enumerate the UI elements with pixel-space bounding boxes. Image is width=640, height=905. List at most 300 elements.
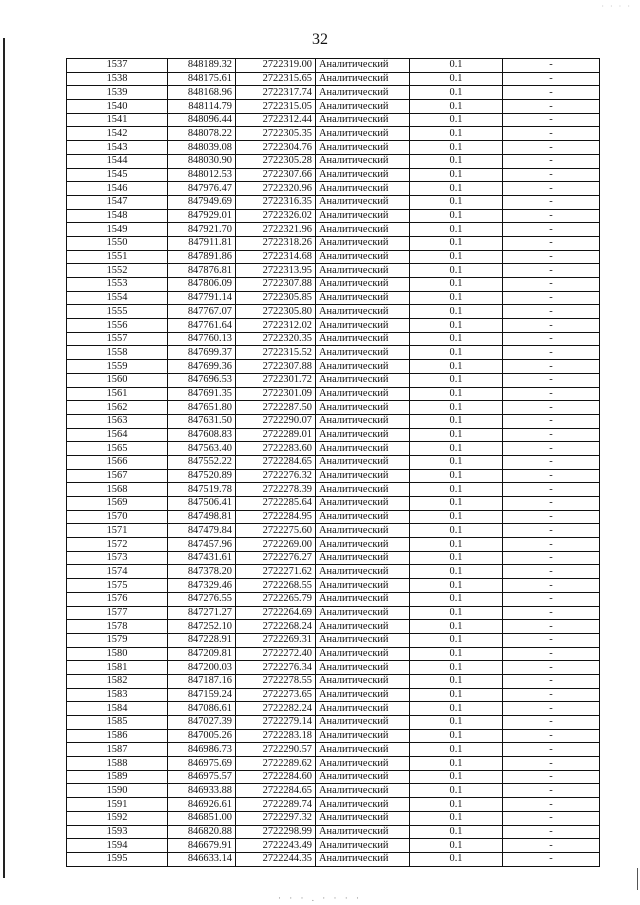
point-number-cell: 1537 (67, 59, 168, 73)
x-coordinate-cell: 847200.03 (168, 661, 236, 675)
table-row (67, 606, 600, 620)
table-row (67, 469, 600, 483)
table-row (67, 141, 600, 155)
y-coordinate-cell: 2722318.26 (236, 236, 316, 250)
x-coordinate-cell: 847005.26 (168, 729, 236, 743)
method-cell: Аналитический (316, 373, 410, 387)
table-row (67, 168, 600, 182)
accuracy-cell: 0.1 (410, 483, 503, 497)
table-row (67, 387, 600, 401)
x-coordinate-cell: 847479.84 (168, 524, 236, 538)
method-cell: Аналитический (316, 497, 410, 511)
table-row (67, 209, 600, 223)
method-cell: Аналитический (316, 182, 410, 196)
method-cell: Аналитический (316, 72, 410, 86)
point-number-cell: 1576 (67, 592, 168, 606)
scan-noise-footer: · · · . · · · · (278, 893, 362, 903)
method-cell: Аналитический (316, 538, 410, 552)
note-cell: - (503, 236, 600, 250)
y-coordinate-cell: 2722271.62 (236, 565, 316, 579)
table-row (67, 401, 600, 415)
method-cell: Аналитический (316, 401, 410, 415)
point-number-cell: 1557 (67, 332, 168, 346)
x-coordinate-cell: 847699.36 (168, 360, 236, 374)
table-row (67, 702, 600, 716)
method-cell: Аналитический (316, 770, 410, 784)
method-cell: Аналитический (316, 360, 410, 374)
method-cell: Аналитический (316, 469, 410, 483)
accuracy-cell: 0.1 (410, 592, 503, 606)
point-number-cell: 1546 (67, 182, 168, 196)
point-number-cell: 1563 (67, 414, 168, 428)
point-number-cell: 1577 (67, 606, 168, 620)
point-number-cell: 1582 (67, 674, 168, 688)
note-cell: - (503, 743, 600, 757)
y-coordinate-cell: 2722289.01 (236, 428, 316, 442)
y-coordinate-cell: 2722272.40 (236, 647, 316, 661)
method-cell: Аналитический (316, 278, 410, 292)
x-coordinate-cell: 847431.61 (168, 551, 236, 565)
method-cell: Аналитический (316, 524, 410, 538)
method-cell: Аналитический (316, 743, 410, 757)
accuracy-cell: 0.1 (410, 716, 503, 730)
point-number-cell: 1583 (67, 688, 168, 702)
accuracy-cell: 0.1 (410, 209, 503, 223)
note-cell: - (503, 168, 600, 182)
table-row (67, 647, 600, 661)
method-cell: Аналитический (316, 606, 410, 620)
y-coordinate-cell: 2722244.35 (236, 852, 316, 866)
accuracy-cell: 0.1 (410, 825, 503, 839)
accuracy-cell: 0.1 (410, 510, 503, 524)
point-number-cell: 1593 (67, 825, 168, 839)
accuracy-cell: 0.1 (410, 565, 503, 579)
y-coordinate-cell: 2722321.96 (236, 223, 316, 237)
accuracy-cell: 0.1 (410, 428, 503, 442)
point-number-cell: 1560 (67, 373, 168, 387)
y-coordinate-cell: 2722307.88 (236, 360, 316, 374)
accuracy-cell: 0.1 (410, 455, 503, 469)
y-coordinate-cell: 2722269.31 (236, 633, 316, 647)
accuracy-cell: 0.1 (410, 852, 503, 866)
method-cell: Аналитический (316, 551, 410, 565)
y-coordinate-cell: 2722284.65 (236, 455, 316, 469)
point-number-cell: 1578 (67, 620, 168, 634)
note-cell: - (503, 182, 600, 196)
accuracy-cell: 0.1 (410, 414, 503, 428)
x-coordinate-cell: 847159.24 (168, 688, 236, 702)
method-cell: Аналитический (316, 250, 410, 264)
x-coordinate-cell: 847086.61 (168, 702, 236, 716)
point-number-cell: 1573 (67, 551, 168, 565)
method-cell: Аналитический (316, 414, 410, 428)
y-coordinate-cell: 2722268.24 (236, 620, 316, 634)
note-cell: - (503, 483, 600, 497)
table-row (67, 620, 600, 634)
method-cell: Аналитический (316, 688, 410, 702)
x-coordinate-cell: 848189.32 (168, 59, 236, 73)
table-row (67, 100, 600, 114)
note-cell: - (503, 606, 600, 620)
accuracy-cell: 0.1 (410, 674, 503, 688)
method-cell: Аналитический (316, 236, 410, 250)
note-cell: - (503, 469, 600, 483)
y-coordinate-cell: 2722297.32 (236, 811, 316, 825)
table-row (67, 195, 600, 209)
table-row (67, 223, 600, 237)
x-coordinate-cell: 848096.44 (168, 113, 236, 127)
table-row (67, 346, 600, 360)
table-row (67, 592, 600, 606)
method-cell: Аналитический (316, 757, 410, 771)
note-cell: - (503, 497, 600, 511)
method-cell: Аналитический (316, 168, 410, 182)
x-coordinate-cell: 847791.14 (168, 291, 236, 305)
accuracy-cell: 0.1 (410, 100, 503, 114)
table-row (67, 825, 600, 839)
accuracy-cell: 0.1 (410, 757, 503, 771)
note-cell: - (503, 825, 600, 839)
table-row (67, 551, 600, 565)
x-coordinate-cell: 847498.81 (168, 510, 236, 524)
accuracy-cell: 0.1 (410, 551, 503, 565)
note-cell: - (503, 455, 600, 469)
x-coordinate-cell: 846975.57 (168, 770, 236, 784)
accuracy-cell: 0.1 (410, 647, 503, 661)
x-coordinate-cell: 847329.46 (168, 579, 236, 593)
table-row (67, 182, 600, 196)
y-coordinate-cell: 2722305.80 (236, 305, 316, 319)
y-coordinate-cell: 2722301.09 (236, 387, 316, 401)
method-cell: Аналитический (316, 209, 410, 223)
x-coordinate-cell: 847552.22 (168, 455, 236, 469)
note-cell: - (503, 264, 600, 278)
x-coordinate-cell: 847696.53 (168, 373, 236, 387)
note-cell: - (503, 702, 600, 716)
point-number-cell: 1538 (67, 72, 168, 86)
point-number-cell: 1545 (67, 168, 168, 182)
note-cell: - (503, 592, 600, 606)
accuracy-cell: 0.1 (410, 278, 503, 292)
y-coordinate-cell: 2722285.64 (236, 497, 316, 511)
y-coordinate-cell: 2722317.74 (236, 86, 316, 100)
x-coordinate-cell: 847806.09 (168, 278, 236, 292)
x-coordinate-cell: 847760.13 (168, 332, 236, 346)
accuracy-cell: 0.1 (410, 798, 503, 812)
note-cell: - (503, 414, 600, 428)
x-coordinate-cell: 847976.47 (168, 182, 236, 196)
scan-noise-top: · · · · (601, 2, 632, 11)
table-row (67, 674, 600, 688)
point-number-cell: 1591 (67, 798, 168, 812)
accuracy-cell: 0.1 (410, 497, 503, 511)
y-coordinate-cell: 2722316.35 (236, 195, 316, 209)
table-row (67, 633, 600, 647)
method-cell: Аналитический (316, 195, 410, 209)
table-row (67, 154, 600, 168)
note-cell: - (503, 565, 600, 579)
accuracy-cell: 0.1 (410, 387, 503, 401)
accuracy-cell: 0.1 (410, 606, 503, 620)
note-cell: - (503, 305, 600, 319)
x-coordinate-cell: 846975.69 (168, 757, 236, 771)
method-cell: Аналитический (316, 633, 410, 647)
table-row (67, 579, 600, 593)
note-cell: - (503, 154, 600, 168)
method-cell: Аналитический (316, 387, 410, 401)
y-coordinate-cell: 2722312.44 (236, 113, 316, 127)
note-cell: - (503, 278, 600, 292)
x-coordinate-cell: 847563.40 (168, 442, 236, 456)
note-cell: - (503, 510, 600, 524)
x-coordinate-cell: 848030.90 (168, 154, 236, 168)
table-row (67, 319, 600, 333)
note-cell: - (503, 757, 600, 771)
point-number-cell: 1575 (67, 579, 168, 593)
method-cell: Аналитический (316, 784, 410, 798)
x-coordinate-cell: 847891.86 (168, 250, 236, 264)
point-number-cell: 1551 (67, 250, 168, 264)
y-coordinate-cell: 2722326.02 (236, 209, 316, 223)
x-coordinate-cell: 847187.16 (168, 674, 236, 688)
note-cell: - (503, 428, 600, 442)
method-cell: Аналитический (316, 647, 410, 661)
point-number-cell: 1581 (67, 661, 168, 675)
method-cell: Аналитический (316, 264, 410, 278)
table-row (67, 565, 600, 579)
table-row (67, 757, 600, 771)
y-coordinate-cell: 2722305.28 (236, 154, 316, 168)
y-coordinate-cell: 2722276.32 (236, 469, 316, 483)
y-coordinate-cell: 2722275.60 (236, 524, 316, 538)
accuracy-cell: 0.1 (410, 811, 503, 825)
point-number-cell: 1572 (67, 538, 168, 552)
point-number-cell: 1595 (67, 852, 168, 866)
table-row (67, 127, 600, 141)
point-number-cell: 1567 (67, 469, 168, 483)
note-cell: - (503, 373, 600, 387)
table-row (67, 688, 600, 702)
scan-right-edge (637, 868, 638, 890)
note-cell: - (503, 852, 600, 866)
accuracy-cell: 0.1 (410, 236, 503, 250)
y-coordinate-cell: 2722283.60 (236, 442, 316, 456)
y-coordinate-cell: 2722290.57 (236, 743, 316, 757)
x-coordinate-cell: 846986.73 (168, 743, 236, 757)
x-coordinate-cell: 846926.61 (168, 798, 236, 812)
note-cell: - (503, 620, 600, 634)
note-cell: - (503, 86, 600, 100)
table-row (67, 305, 600, 319)
y-coordinate-cell: 2722284.95 (236, 510, 316, 524)
accuracy-cell: 0.1 (410, 195, 503, 209)
y-coordinate-cell: 2722313.95 (236, 264, 316, 278)
y-coordinate-cell: 2722282.24 (236, 702, 316, 716)
method-cell: Аналитический (316, 839, 410, 853)
method-cell: Аналитический (316, 811, 410, 825)
y-coordinate-cell: 2722273.65 (236, 688, 316, 702)
x-coordinate-cell: 847767.07 (168, 305, 236, 319)
x-coordinate-cell: 847228.91 (168, 633, 236, 647)
accuracy-cell: 0.1 (410, 784, 503, 798)
point-number-cell: 1553 (67, 278, 168, 292)
method-cell: Аналитический (316, 127, 410, 141)
point-number-cell: 1542 (67, 127, 168, 141)
point-number-cell: 1554 (67, 291, 168, 305)
method-cell: Аналитический (316, 716, 410, 730)
x-coordinate-cell: 847519.78 (168, 483, 236, 497)
x-coordinate-cell: 847520.89 (168, 469, 236, 483)
y-coordinate-cell: 2722278.39 (236, 483, 316, 497)
point-number-cell: 1561 (67, 387, 168, 401)
note-cell: - (503, 579, 600, 593)
method-cell: Аналитический (316, 592, 410, 606)
x-coordinate-cell: 848039.08 (168, 141, 236, 155)
x-coordinate-cell: 848114.79 (168, 100, 236, 114)
table-row (67, 86, 600, 100)
x-coordinate-cell: 847252.10 (168, 620, 236, 634)
method-cell: Аналитический (316, 442, 410, 456)
accuracy-cell: 0.1 (410, 538, 503, 552)
point-number-cell: 1586 (67, 729, 168, 743)
table-row (67, 798, 600, 812)
point-number-cell: 1547 (67, 195, 168, 209)
y-coordinate-cell: 2722314.68 (236, 250, 316, 264)
accuracy-cell: 0.1 (410, 401, 503, 415)
x-coordinate-cell: 846633.14 (168, 852, 236, 866)
note-cell: - (503, 661, 600, 675)
x-coordinate-cell: 846820.88 (168, 825, 236, 839)
table-row (67, 497, 600, 511)
y-coordinate-cell: 2722268.55 (236, 579, 316, 593)
y-coordinate-cell: 2722307.66 (236, 168, 316, 182)
note-cell: - (503, 442, 600, 456)
table-row (67, 360, 600, 374)
x-coordinate-cell: 846851.00 (168, 811, 236, 825)
accuracy-cell: 0.1 (410, 72, 503, 86)
note-cell: - (503, 770, 600, 784)
point-number-cell: 1565 (67, 442, 168, 456)
x-coordinate-cell: 848078.22 (168, 127, 236, 141)
x-coordinate-cell: 846679.91 (168, 839, 236, 853)
table-body (67, 59, 600, 867)
table-row (67, 250, 600, 264)
note-cell: - (503, 360, 600, 374)
table-row (67, 113, 600, 127)
table-row (67, 72, 600, 86)
table-row (67, 770, 600, 784)
x-coordinate-cell: 847691.35 (168, 387, 236, 401)
table-row (67, 661, 600, 675)
y-coordinate-cell: 2722290.07 (236, 414, 316, 428)
note-cell: - (503, 100, 600, 114)
accuracy-cell: 0.1 (410, 743, 503, 757)
accuracy-cell: 0.1 (410, 633, 503, 647)
note-cell: - (503, 674, 600, 688)
note-cell: - (503, 811, 600, 825)
note-cell: - (503, 346, 600, 360)
table-row (67, 59, 600, 73)
accuracy-cell: 0.1 (410, 264, 503, 278)
method-cell: Аналитический (316, 579, 410, 593)
accuracy-cell: 0.1 (410, 250, 503, 264)
table-row (67, 852, 600, 866)
note-cell: - (503, 223, 600, 237)
table-row (67, 428, 600, 442)
y-coordinate-cell: 2722278.55 (236, 674, 316, 688)
point-number-cell: 1590 (67, 784, 168, 798)
x-coordinate-cell: 848012.53 (168, 168, 236, 182)
y-coordinate-cell: 2722264.69 (236, 606, 316, 620)
y-coordinate-cell: 2722305.85 (236, 291, 316, 305)
y-coordinate-cell: 2722289.62 (236, 757, 316, 771)
table-row (67, 414, 600, 428)
x-coordinate-cell: 848175.61 (168, 72, 236, 86)
table-row (67, 455, 600, 469)
method-cell: Аналитический (316, 86, 410, 100)
point-number-cell: 1571 (67, 524, 168, 538)
note-cell: - (503, 250, 600, 264)
note-cell: - (503, 784, 600, 798)
note-cell: - (503, 716, 600, 730)
point-number-cell: 1552 (67, 264, 168, 278)
point-number-cell: 1564 (67, 428, 168, 442)
y-coordinate-cell: 2722312.02 (236, 319, 316, 333)
y-coordinate-cell: 2722284.65 (236, 784, 316, 798)
accuracy-cell: 0.1 (410, 702, 503, 716)
note-cell: - (503, 839, 600, 853)
note-cell: - (503, 647, 600, 661)
x-coordinate-cell: 847209.81 (168, 647, 236, 661)
point-number-cell: 1588 (67, 757, 168, 771)
note-cell: - (503, 633, 600, 647)
x-coordinate-cell: 847378.20 (168, 565, 236, 579)
y-coordinate-cell: 2722307.88 (236, 278, 316, 292)
accuracy-cell: 0.1 (410, 223, 503, 237)
y-coordinate-cell: 2722305.35 (236, 127, 316, 141)
table-row (67, 743, 600, 757)
method-cell: Аналитический (316, 729, 410, 743)
table-row (67, 729, 600, 743)
x-coordinate-cell: 847929.01 (168, 209, 236, 223)
accuracy-cell: 0.1 (410, 127, 503, 141)
note-cell: - (503, 524, 600, 538)
method-cell: Аналитический (316, 141, 410, 155)
point-number-cell: 1544 (67, 154, 168, 168)
x-coordinate-cell: 847876.81 (168, 264, 236, 278)
table-row (67, 278, 600, 292)
table-row (67, 510, 600, 524)
point-number-cell: 1587 (67, 743, 168, 757)
accuracy-cell: 0.1 (410, 469, 503, 483)
accuracy-cell: 0.1 (410, 168, 503, 182)
accuracy-cell: 0.1 (410, 524, 503, 538)
accuracy-cell: 0.1 (410, 770, 503, 784)
table-row (67, 332, 600, 346)
method-cell: Аналитический (316, 620, 410, 634)
note-cell: - (503, 551, 600, 565)
table-row (67, 373, 600, 387)
x-coordinate-cell: 847276.55 (168, 592, 236, 606)
point-number-cell: 1568 (67, 483, 168, 497)
y-coordinate-cell: 2722265.79 (236, 592, 316, 606)
note-cell: - (503, 195, 600, 209)
method-cell: Аналитический (316, 223, 410, 237)
point-number-cell: 1556 (67, 319, 168, 333)
point-number-cell: 1589 (67, 770, 168, 784)
accuracy-cell: 0.1 (410, 579, 503, 593)
y-coordinate-cell: 2722243.49 (236, 839, 316, 853)
